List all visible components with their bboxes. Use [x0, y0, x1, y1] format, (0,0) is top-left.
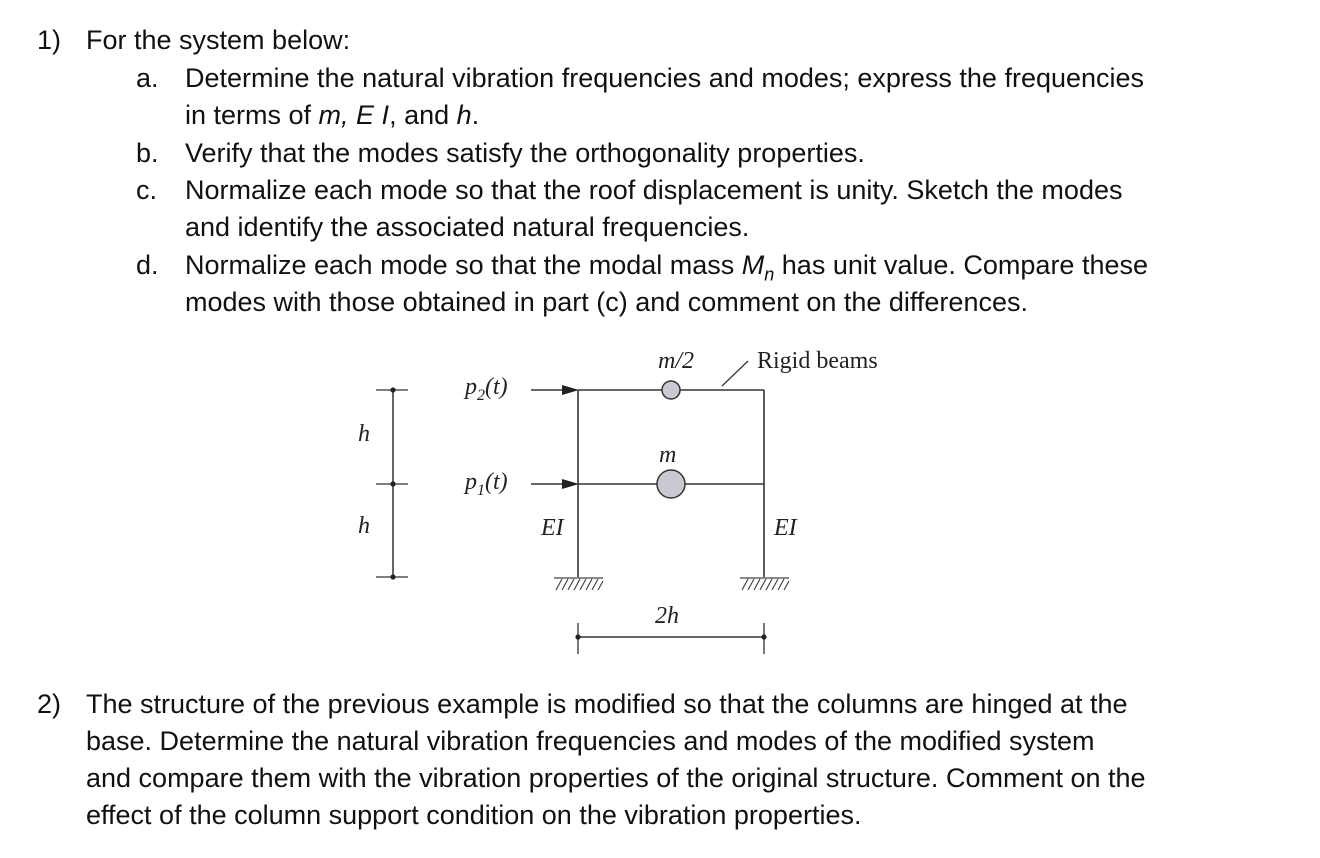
- load-arrow-p1: [531, 479, 579, 489]
- rigid-beams-leader: [722, 361, 748, 386]
- part-b-label: b.: [136, 138, 159, 168]
- right-fixed-support: [740, 578, 789, 590]
- part-c-line-2: and identify the associated natural frequencies.: [185, 212, 750, 242]
- load-p1-label: $p_1(t)$: [465, 469, 508, 499]
- roof-mass-label: m/2: [658, 348, 694, 374]
- span-label: 2h: [655, 603, 679, 629]
- right-column-ei-label: EI: [774, 515, 797, 541]
- height-label-upper: h: [358, 421, 370, 447]
- part-d-line-1: Normalize each mode so that the modal mass $M_n$ has unit value. Compare these: [185, 250, 1148, 285]
- part-b-line-1: Verify that the modes satisfy the orthogonality properties.: [185, 138, 865, 168]
- part-a-line-1: Determine the natural vibration frequencies and modes; express the frequencies: [185, 63, 1145, 93]
- problem-2-line-3: and compare them with the vibration properties of the original structure. Comment on the: [86, 763, 1146, 793]
- roof-mass: [662, 381, 680, 399]
- load-arrow-p2: [531, 385, 579, 395]
- height-dimension: [376, 387, 408, 579]
- rigid-beams-label: Rigid beams: [757, 348, 878, 374]
- problem-2-line-2: base. Determine the natural vibration frequencies and modes of the modified system: [86, 726, 1095, 756]
- frame-diagram: [340, 335, 920, 665]
- floor-mass: [657, 470, 685, 498]
- part-c-label: c.: [136, 175, 158, 205]
- part-d-line-2: modes with those obtained in part (c) and comment on the differences.: [185, 287, 1028, 317]
- problem-1-intro: For the system below:: [86, 25, 351, 55]
- load-p2-label: $p_2(t)$: [465, 374, 508, 404]
- problem-2-line-1: The structure of the previous example is modified so that the columns are hinged at the: [86, 689, 1128, 719]
- problem-1-number: 1): [37, 25, 62, 55]
- part-a-line-2: in terms of m, E I, and h.: [185, 100, 480, 130]
- part-a-label: a.: [136, 63, 159, 93]
- left-fixed-support: [554, 578, 603, 590]
- height-label-lower: h: [358, 513, 370, 539]
- part-d-label: d.: [136, 250, 159, 280]
- part-c-line-1: Normalize each mode so that the roof displacement is unity. Sketch the modes: [185, 175, 1123, 205]
- floor-mass-label: m: [659, 442, 677, 468]
- problem-2-line-4: effect of the column support condition on the vibration properties.: [86, 800, 862, 830]
- left-column-ei-label: EI: [541, 515, 564, 541]
- problem-2-number: 2): [37, 689, 62, 719]
